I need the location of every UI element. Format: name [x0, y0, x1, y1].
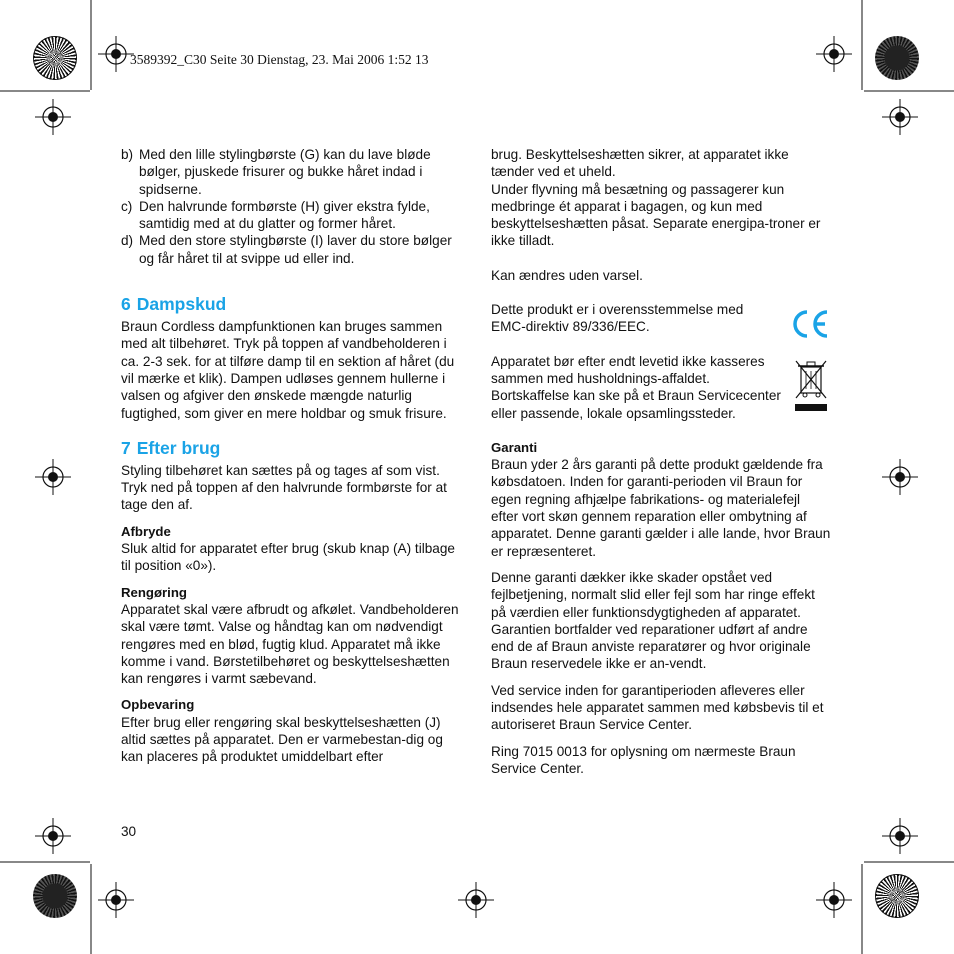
paragraph: Ved service inden for garantiperioden afleveres eller indsendes hele apparatet sammen med købsbevis til et autoriseret Braun Service Center. — [491, 682, 824, 733]
right-column — [491, 146, 831, 777]
paragraph: Apparatet skal være afbrudt og afkølet. Vandbeholderen skal være tømt. Valse og håndtag kan om nødvendigt rengøres med en blød, fugtig klud. Apparatet må ikke komme i vand. Børstetilbehøret og beskyttelseshætten kan rengøres i varmt sæbevand. — [121, 601, 459, 687]
registration-mark-icon — [816, 36, 852, 72]
star-target-icon — [875, 36, 919, 80]
star-target-icon — [33, 874, 77, 918]
section-number: 7 — [121, 437, 131, 458]
registration-mark-icon — [882, 818, 918, 854]
list-item-key: b) — [121, 147, 134, 162]
star-target-icon — [875, 874, 919, 918]
paragraph: brug. Beskyttelseshætten sikrer, at apparatet ikke tænder ved et uheld. — [491, 147, 789, 180]
subheading-garanti: Garanti — [491, 439, 538, 455]
paragraph: Denne garanti dækker ikke skader opstået ved fejlbetjening, normalt slid eller fejl som har ringe effekt på værdien eller funktionsdygtigheden af apparatet. Garantien bortfalder ved reparationer udført af andre end de af Braun anviste reparatører og hvor originale Braun reservedele ikke er an-vendt. — [491, 569, 815, 672]
paragraph: Styling tilbehøret kan sættes på og tages af som vist. Tryk ned på toppen af den halvrunde formbørste for at tage den af. — [121, 462, 447, 513]
registration-mark-icon — [98, 882, 134, 918]
paragraph: Braun Cordless dampfunktionen kan bruges sammen med alt tilbehøret. Tryk på toppen af vandbeholderen i ca. 2-3 sek. for at tilføre damp til en sektion af håret (du vil mærke et klik). Dampen udløses gennem hullerne i valsen og afgiver den ønskede mængde naturlig fugtighed, som giver en mere holdbar og smuk frisure. — [121, 319, 455, 421]
paragraph: Kan ændres uden varsel. — [491, 267, 643, 283]
registration-mark-icon — [882, 459, 918, 495]
section-title: Efter brug — [136, 437, 221, 458]
registration-mark-icon — [816, 882, 852, 918]
registration-mark-icon — [458, 882, 494, 918]
star-target-icon — [33, 36, 77, 80]
subheading-rengoring: Rengøring — [121, 584, 187, 600]
paragraph: Apparatet bør efter endt levetid ikke kasseres sammen med husholdnings-affaldet. Bortskaffelse kan ske på et Braun Servicecenter eller passende, lokale opsamlingssteder. — [491, 353, 781, 421]
subheading-opbevaring: Opbevaring — [121, 697, 195, 713]
registration-mark-icon — [35, 459, 71, 495]
registration-mark-icon — [35, 818, 71, 854]
paragraph: Efter brug eller rengøring skal beskyttelseshætten (J) altid sættes på apparatet. Den er varmebestan-dig og kan placeres på produktet umiddelbart efter — [121, 714, 443, 765]
list-item — [121, 146, 461, 198]
page-number: 30 — [121, 824, 137, 839]
list-item-key: d) — [121, 233, 134, 249]
paragraph: Braun yder 2 års garanti på dette produkt gældende fra købsdatoen. Inden for garanti-perioden vil Braun for egen regning afhjælpe fabrikations- og materialefejl efter vort skøn gennem reparation eller ombytning af apparatet. Denne garanti gælder i alle lande, hvor Braun er repræsenteret. — [491, 457, 831, 559]
print-slug-header: 3589392_C30 Seite 30 Dienstag, 23. Mai 2006 1:52 13 — [130, 52, 429, 67]
subheading-afbryde: Afbryde — [121, 523, 171, 539]
section-heading-dampskud — [121, 293, 461, 315]
crossed-bin-icon — [792, 358, 830, 412]
paragraph: Dette produkt er i overensstemmelse med EMC-direktiv 89/336/EEC. — [491, 302, 744, 335]
registration-mark-icon — [882, 99, 918, 135]
list-item — [121, 232, 461, 267]
section-number: 6 — [121, 294, 131, 315]
list-item-text: Med den store stylingbørste (I) laver du store bølger og får håret til at svippe ud eller ind. — [139, 233, 452, 266]
section-heading-efter-brug — [121, 437, 461, 459]
list-item-text: Den halvrunde formbørste (H) giver ekstra fylde, samtidig med at du glatter og former håret. — [139, 198, 430, 232]
list-item-key: c) — [121, 198, 133, 214]
paragraph: Sluk altid for apparatet efter brug (skub knap (A) tilbage til position «0»). — [121, 541, 455, 574]
list-item — [121, 198, 461, 233]
section-title: Dampskud — [136, 294, 227, 315]
left-column — [121, 146, 461, 766]
ce-mark-icon — [790, 306, 830, 342]
list-item-text: Med den lille stylingbørste (G) kan du lave bløde bølger, pjuskede frisurer og bukke håret indad i spidserne. — [139, 147, 431, 197]
registration-mark-icon — [35, 99, 71, 135]
registration-mark-icon — [98, 36, 134, 72]
paragraph: Under flyvning må besætning og passagerer kun medbringe ét apparat i bagagen, og kun med beskyttelseshætten påsat. Separate energipa-troner er ikke tilladt. — [491, 181, 821, 249]
paragraph: Ring 7015 0013 for oplysning om nærmeste Braun Service Center. — [491, 743, 796, 776]
